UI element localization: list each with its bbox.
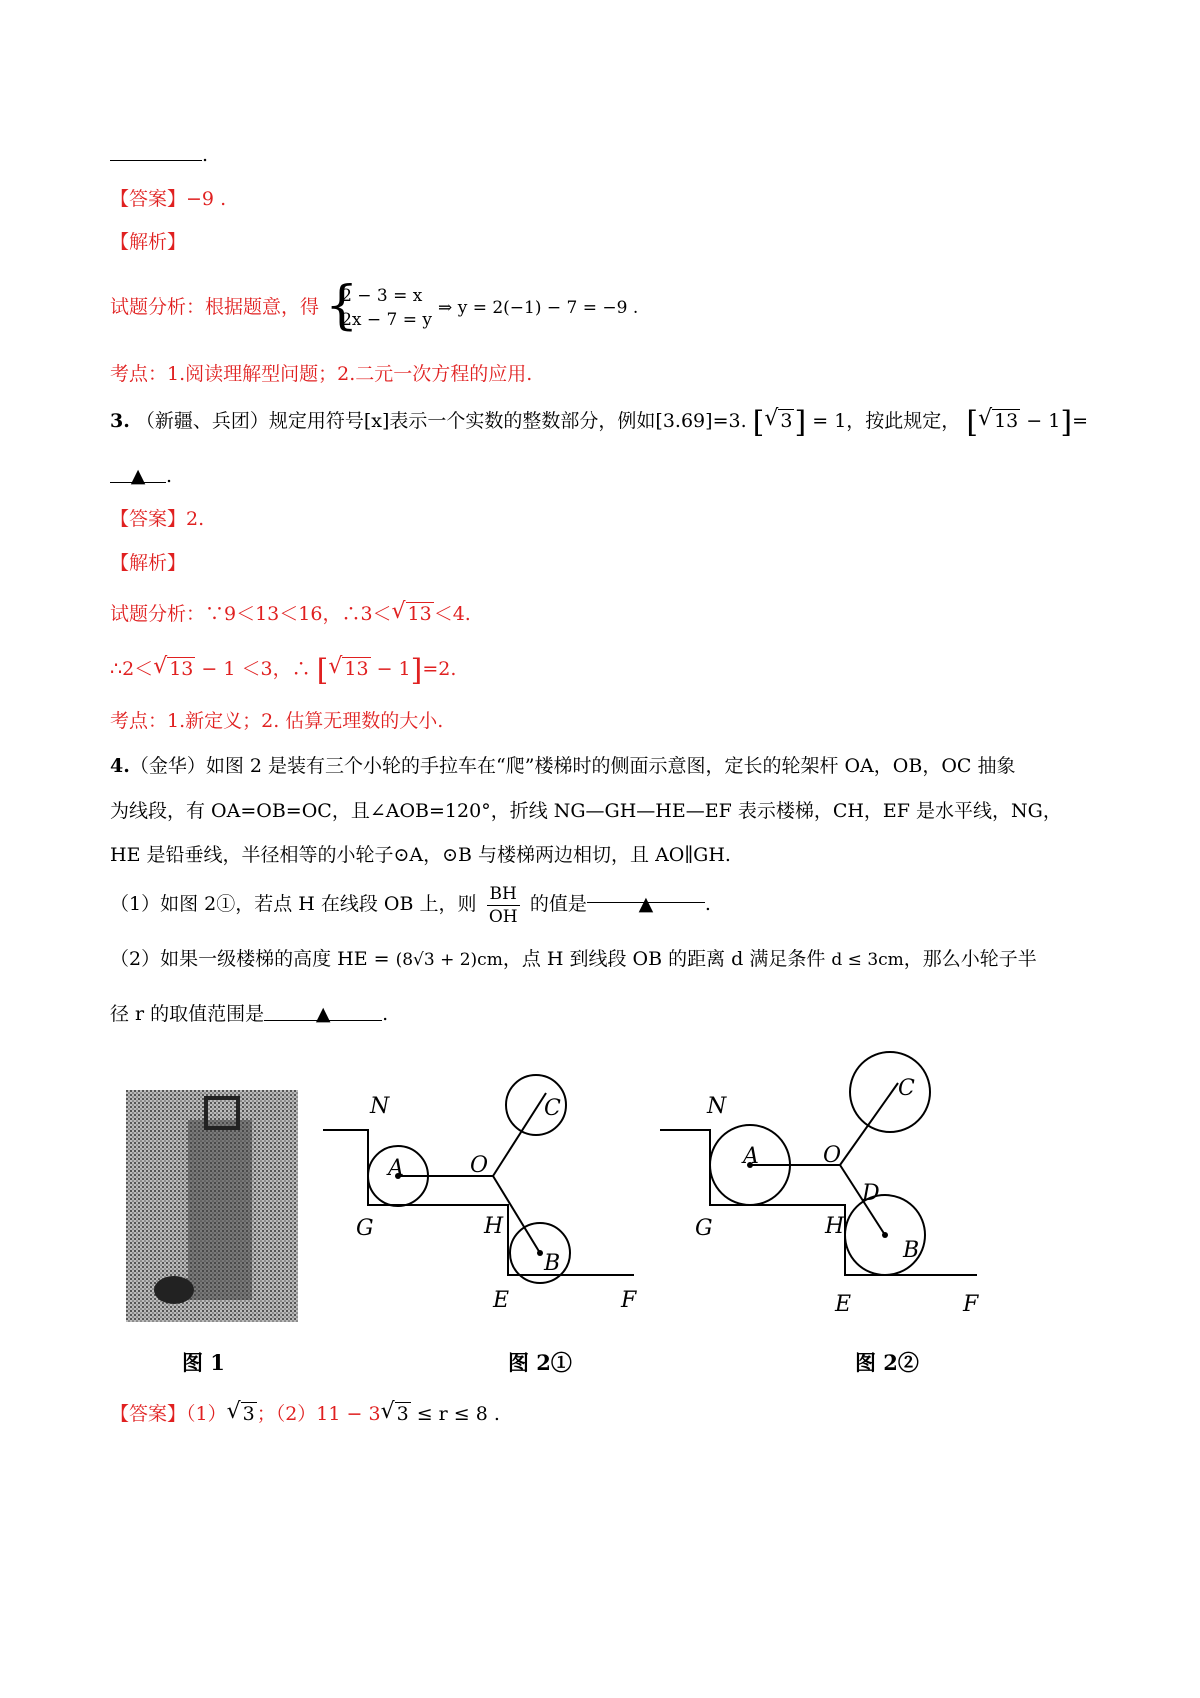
triangle-icon: ▲ — [130, 465, 146, 487]
q4-answer: 【答案】（1） √ 3 ；（2）11 − 3 √ 3 ≤ r ≤ 8 . — [110, 1399, 500, 1425]
label-b: B — [544, 1251, 561, 1276]
top-blank-line: . — [110, 140, 1110, 169]
q3-blank: ▲ . — [110, 462, 1110, 490]
label-h: H — [825, 1214, 845, 1239]
q4-stem-line1: 4.（金华）如图 2 是装有三个小轮的手拉车在“爬”楼梯时的侧面示意图，定长的轮架杆 OA，OB，OC 抽象 — [110, 755, 1016, 777]
triangle-icon: ▲ — [638, 893, 654, 915]
q4-part2-line2: 径 r 的取值范围是 ▲ . — [110, 1000, 1110, 1028]
label-e: E — [493, 1288, 510, 1313]
triangle-icon: ▲ — [315, 1003, 331, 1025]
label-g: G — [356, 1216, 374, 1241]
q2-analysis-label: 【解析】 — [110, 231, 187, 253]
equation-system: { 2 − 3 = x 2x − 7 = y — [325, 276, 432, 336]
q3-analysis-line2: ∴2＜ √ 13 − 1 ＜3，∴ [ √ 13 − 1]=2. — [110, 653, 457, 688]
label-e: E — [835, 1292, 852, 1317]
figure-2-2 — [655, 1035, 985, 1335]
label-n: N — [707, 1094, 727, 1119]
label-b: B — [903, 1238, 920, 1263]
figure-2-1-caption: 图 2① — [508, 1350, 572, 1375]
q3-answer: 【答案】2. — [110, 508, 205, 530]
q2-answer: 【答案】−9 . — [110, 188, 227, 210]
q4-stem-line2: 为线段，有 OA=OB=OC，且∠AOB=120°，折线 NG—GH—HE—EF 表示楼梯，CH，EF 是水平线，NG， — [110, 800, 1062, 822]
q3-kaodian: 考点：1.新定义；2. 估算无理数的大小. — [110, 710, 444, 732]
label-a: A — [388, 1156, 404, 1181]
q3-stem: 3. （新疆、兵团）规定用符号[x]表示一个实数的整数部分，例如[3.69]=3. [ √ 3] = 1，按此规定， [ √ 13 − 1]= — [110, 405, 1088, 440]
label-o: O — [470, 1153, 489, 1178]
label-o: O — [823, 1143, 842, 1168]
label-g: G — [695, 1216, 713, 1241]
fraction-bh-oh: $\frac{BH}{OH}$ — [487, 883, 520, 928]
q4-part1: （1）如图 2①，若点 H 在线段 OB 上，则 $\frac{BH}{OH}$ 的值是 ▲ . — [110, 883, 711, 927]
label-n: N — [370, 1094, 390, 1119]
q4-stem-line3: HE 是铅垂线，半径相等的小轮子⊙A，⊙B 与楼梯两边相切，且 AO∥GH. — [110, 844, 731, 866]
figure-1-caption: 图 1 — [182, 1350, 225, 1375]
q3-analysis-line1: 试题分析：∵9＜13＜16，∴3＜ √ 13 ＜4. — [110, 599, 471, 625]
q4-part2: （2）如果一级楼梯的高度 HE = (8√3 + 2)cm，点 H 到线段 OB 的距离 d 满足条件 d ≤ 3cm，那么小轮子半 — [110, 948, 1037, 970]
q2-kaodian: 考点：1.阅读理解型问题；2.二元一次方程的应用. — [110, 363, 533, 385]
label-c: C — [898, 1076, 915, 1101]
sqrt-3: √ 3 — [764, 406, 793, 432]
label-d: D — [862, 1181, 880, 1206]
figure-2-1 — [318, 1055, 638, 1335]
label-f: F — [963, 1292, 979, 1317]
answer-blank — [110, 140, 202, 161]
label-h: H — [484, 1214, 504, 1239]
q2-analysis: 试题分析：根据题意，得 { 2 − 3 = x 2x − 7 = y ⇒ y = 2(−1) − 7 = −9 . — [110, 276, 639, 336]
q3-analysis-label: 【解析】 — [110, 552, 187, 574]
label-a: A — [743, 1144, 759, 1169]
sqrt-13: √ 13 — [978, 406, 1019, 432]
label-f: F — [621, 1288, 637, 1313]
label-c: C — [544, 1096, 561, 1121]
figure-2-2-caption: 图 2② — [855, 1350, 919, 1375]
figure-1-photo — [126, 1090, 298, 1322]
